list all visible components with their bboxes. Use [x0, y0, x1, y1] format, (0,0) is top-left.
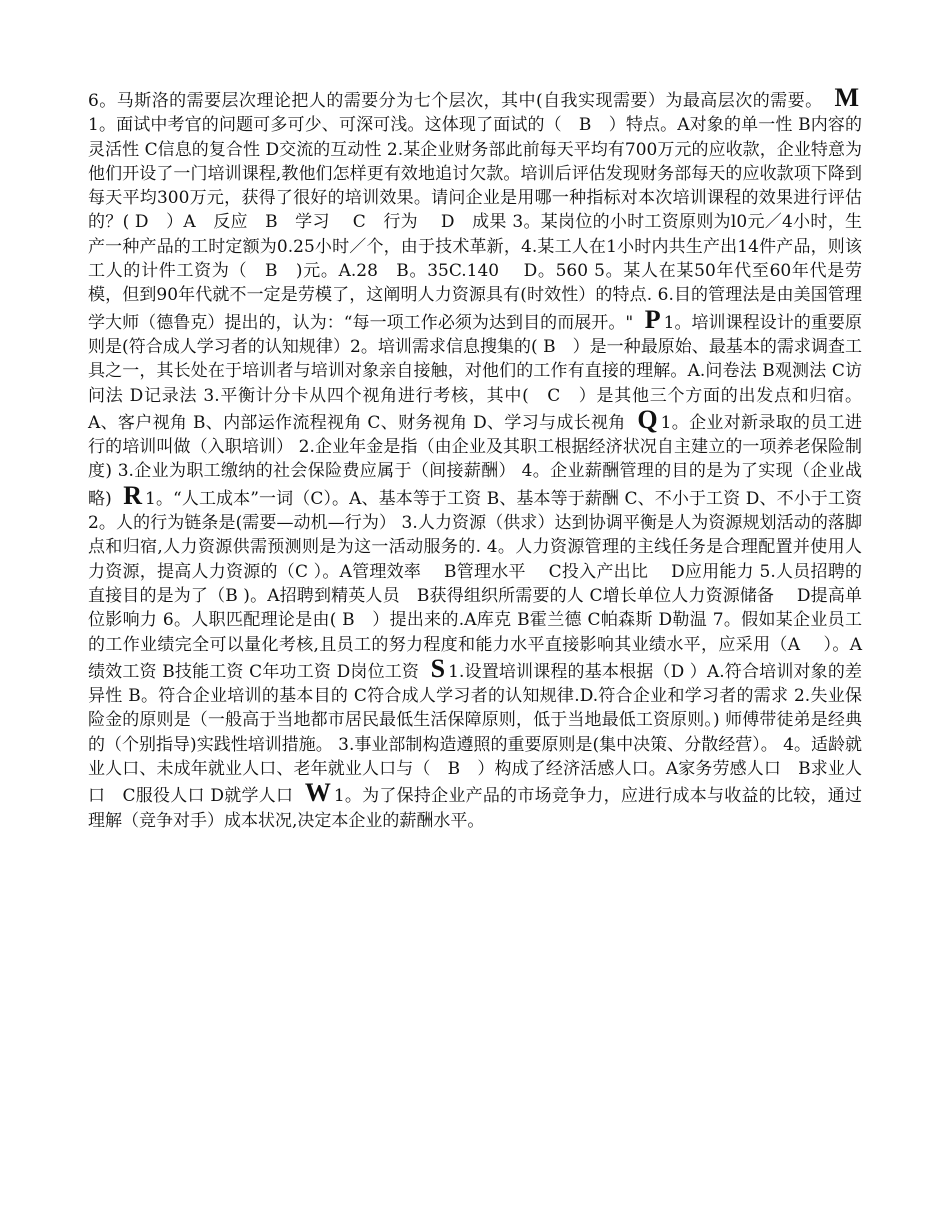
section-letter-s: S — [430, 653, 446, 683]
section-letter-q: Q — [637, 404, 658, 434]
paragraph-text: 1。为了保持企业产品的市场竞争力，应进行成本与收益的比较，通过理解（竞争对手）成本状况,决定本企业的薪酬水平。 — [88, 786, 862, 831]
paragraph-text: 1。面试中考官的问题可多可少、可深可浅。这体现了面试的（ B ）特点。A对象的单一性 B内容的灵活性 C信息的复合性 D交流的互动性 2.某企业财务部此前每天平均有700万元的应收款，企业特意为他们开设了一门培训课程,教他们怎样更有效地追讨欠款。培训后评估发现财务部每天的应收款项下降到每天平均300万元，获得了很好的培训效果。请问企业是用哪一种指标对本次培训课程的效果进行评估的？( D ）A 反应 B 学习 C 行为 D 成果 3。某岗位的小时工资原则为l0元／4小时，生产一种产品的工时定额为0.25小时／个，由于技术革新，4.某工人在1小时内共生产出14件产品，则该工人的计件工资为（ B )元。A.28 B。35C.140 D。560 5。某人在某50年代至60年代是劳模，但到90年代就不一定是劳模了，这阐明人力资源具有(时效性）的特点. 6.目的管理法是由美国管理学大师（德鲁克）提出的，认为：“每一项工作必须为达到目的而展开。" — [88, 115, 862, 333]
section-letter-m: M — [834, 83, 859, 112]
section-letter-w: W — [304, 778, 331, 808]
document-body — [88, 83, 862, 833]
paragraph-text: 1。企业对新录取的员工进行的培训叫做（入职培训） 2.企业年金是指（由企业及其职工根据经济状况自主建立的一项养老保险制度) 3.企业为职工缴纳的社会保险费应属于（间接薪酬） 4。企业薪酬管理的目的是为了实现（企业战略) — [88, 412, 862, 509]
section-letter-r: R — [123, 480, 143, 510]
paragraph-text: 1.设置培训课程的基本根据（D ）A.符合培训对象的差异性 B。符合企业培训的基本目的 C符合成人学习者的认知规律.D.符合企业和学习者的需求 2.失业保险金的原则是（一般高于当地都市居民最低生活保障原则，低于当地最低工资原则。) 师傅带徒弟是经典的（个别指导)实践性培训措施。 3.事业部制构造遵照的重要原则是(集中决策、分散经营）。 4。适龄就业人口、未成年就业人口、老年就业人口与（ B ）构成了经济活感人口。A家务劳感人口 B求业人口 C服役人口 D就学人口 — [88, 661, 862, 807]
section-letter-p: P — [644, 304, 661, 334]
paragraph-text: 6。马斯洛的需要层次理论把人的需要分为七个层次，其中(自我实现需要）为最高层次的需要。 — [88, 91, 829, 111]
paragraph-text: 1。“人工成本”一词（C）。A、基本等于工资 B、基本等于薪酬 C、不小于工资 D、不小于工资 2。人的行为链条是(需要—动机—行为） 3.人力资源（供求）达到协调平衡是人为资源规划活动的落脚点和归宿,人力资源供需预测则是为这一活动服务的. 4。人力资源管理的主线任务是合理配置并使用人力资源，提高人力资源的（C ）。A管理效率 B管理水平 C投入产出比 D应用能力 5.人员招聘的直接目的是为了（B )。A招聘到精英人员 B获得组织所需要的人 C增长单位人力资源储备 D提高单位影响力 6。人职匹配理论是由( B ）提出来的.A库克 B霍兰德 C帕森斯 D勒温 7。假如某企业员工的工作业绩完全可以量化考核,且员工的努力程度和能力水平直接影响其业绩水平，应采用（A ）。A绩效工资 B技能工资 C年功工资 D岗位工资 — [88, 488, 862, 682]
paragraph-text: 1。培训课程设计的重要原则是(符合成人学习者的认知规律）2。培训需求信息搜集的( B ）是一种最原始、最基本的需求调查工具之一，其长处在于培训者与培训对象亲自接触，对他们的工作有直接的理解。A.问卷法 B观测法 C访问法 D记录法 3.平衡计分卡从四个视角进行考核，其中( C ）是其他三个方面的出发点和归宿。 A、客户视角 B、内部运作流程视角 C、财务视角 D、学习与成长视角 — [88, 312, 862, 433]
